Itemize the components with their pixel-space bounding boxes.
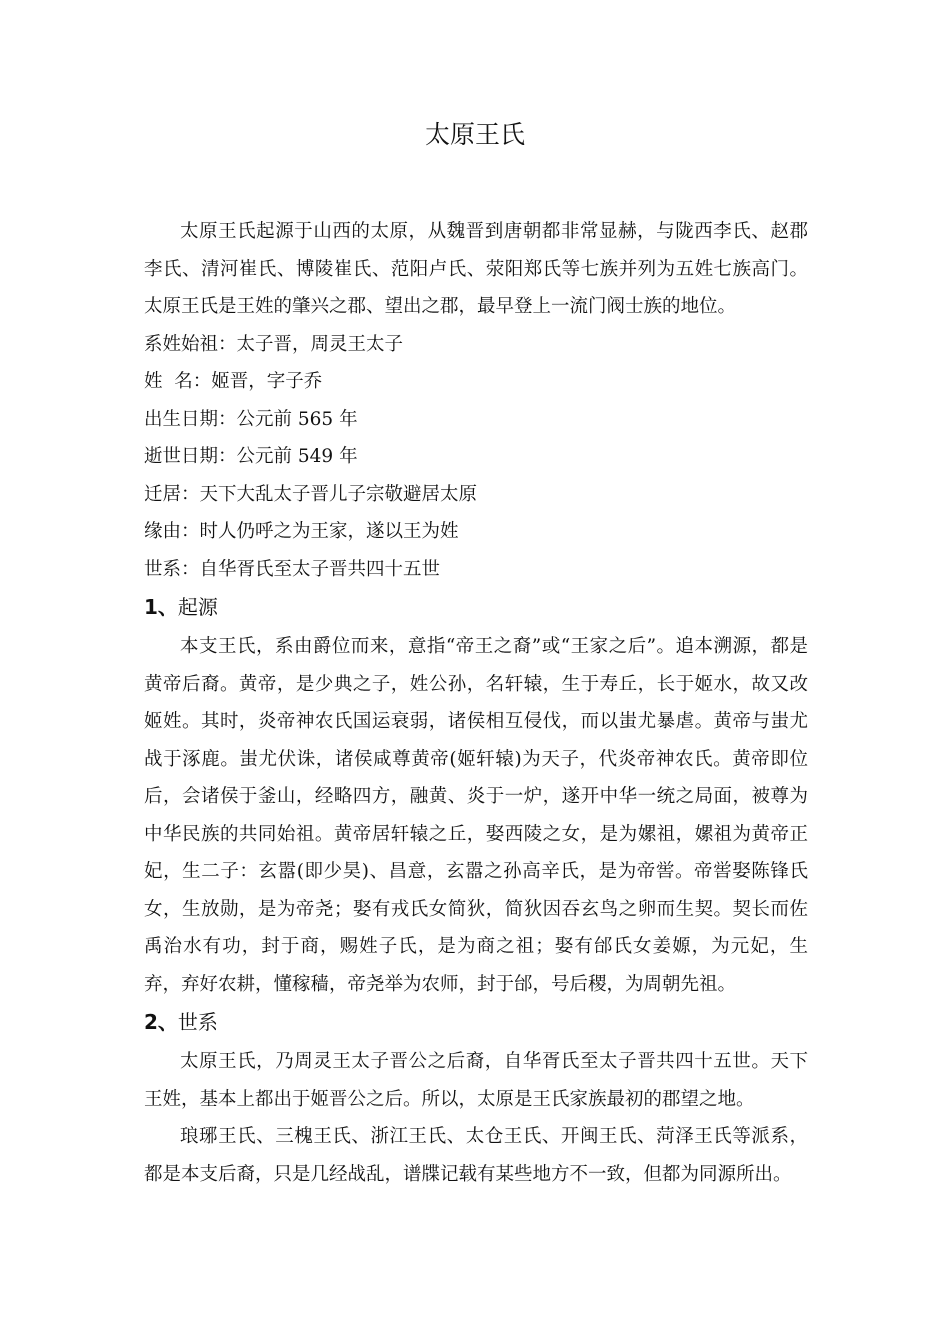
fact-label: 逝世日期： (144, 446, 237, 467)
fact-value: 公元前 565 年 (236, 408, 358, 430)
intro-paragraph: 太原王氏起源于山西的太原，从魏晋到唐朝都非常显赫，与陇西李氏、赵郡李氏、清河崔氏、博陵崔氏、范阳卢氏、荥阳郑氏等七族并列为五姓七族高门。太原王氏是王姓的肇兴之郡、望出之郡，最早登上一流门阀士族的地位。 (144, 221, 808, 317)
lineage-paragraph-2: 琅琊王氏、三槐王氏、浙江王氏、太仓王氏、开闽王氏、菏泽王氏等派系，都是本支后裔，只是几经战乱，谱牒记载有某些地方不一致，但都为同源所出。 (144, 1126, 808, 1185)
document-body (144, 213, 808, 1193)
fact-value: 天下大乱太子晋儿子宗敬避居太原 (199, 483, 478, 505)
page-title (0, 118, 950, 152)
lineage-paragraph-1: 太原王氏，乃周灵王太子晋公之后裔，自华胥氏至太子晋共四十五世。天下王姓，基本上都出于姬晋公之后。所以，太原是王氏家族最初的郡望之地。 (144, 1051, 808, 1110)
origin-paragraph: 本支王氏，系由爵位而来，意指“帝王之裔”或“王家之后”。追本溯源，都是黄帝后裔。黄帝，是少典之子，姓公孙，名轩辕，生于寿丘，长于姬水，故又改姬姓。其时，炎帝神农氏国运衰弱，诸侯相互侵伐，而以蚩尤暴虐。黄帝与蚩尤战于涿鹿。蚩尤伏诛，诸侯咸尊黄帝(姬轩辕)为天子，代炎帝神农氏。黄帝即位后，会诸侯于釜山，经略四方，融黄、炎于一炉，遂开中华一统之局面，被尊为中华民族的共同始祖。黄帝居轩辕之丘，娶西陵之女，是为嫘祖，嫘祖为黄帝正妃，生二子：玄嚣(即少昊)、昌意，玄嚣之孙高辛氏，是为帝喾。帝喾娶陈锋氏女，生放勋，是为帝尧；娶有戎氏女简狄，简狄因吞玄鸟之卵而生契。契长而佐禹治水有功，封于商，赐姓子氏，是为商之祖；娶有邰氏女姜嫄，为元妃，生弃，弃好农耕，懂稼穑，帝尧举为农师，封于邰，号后稷，为周朝先祖。 (144, 636, 808, 995)
fact-value: 姬晋，字子乔 (211, 371, 323, 392)
fact-death (144, 438, 808, 476)
section-number: 1、 (144, 595, 178, 619)
fact-label: 姓 名： (144, 371, 212, 392)
fact-value: 太子晋，周灵王太子 (236, 333, 404, 355)
fact-founder (144, 326, 808, 364)
title-text: 太原王氏 (424, 120, 525, 149)
fact-label: 迁居： (144, 483, 200, 505)
fact-label: 缘由： (144, 521, 200, 542)
fact-value: 时人仍呼之为王家，遂以王为姓 (199, 521, 459, 542)
fact-label: 出生日期： (144, 408, 237, 430)
section-number: 2、 (144, 1010, 178, 1034)
fact-birth (144, 401, 808, 439)
section-title: 起源 (177, 595, 218, 619)
fact-name (144, 363, 808, 401)
fact-label: 世系： (144, 558, 200, 580)
facts-list (144, 326, 808, 589)
section-heading-lineage (144, 1003, 808, 1041)
section-title: 世系 (177, 1010, 218, 1034)
fact-reason (144, 513, 808, 551)
fact-lineage (144, 551, 808, 589)
fact-value: 公元前 549 年 (236, 446, 358, 467)
fact-migration (144, 476, 808, 514)
fact-label: 系姓始祖： (144, 333, 237, 355)
fact-value: 自华胥氏至太子晋共四十五世 (199, 558, 441, 580)
section-heading-origin (144, 588, 808, 626)
